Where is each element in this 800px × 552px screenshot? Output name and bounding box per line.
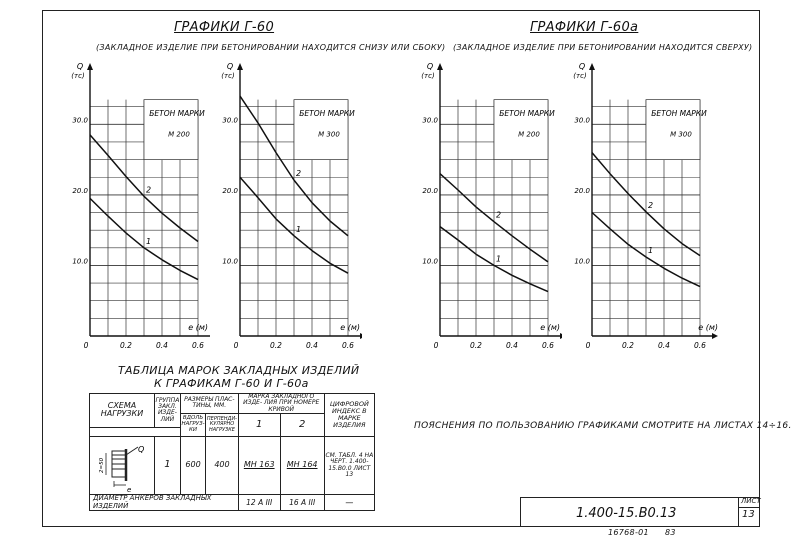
header-index: ЦИФРОВОЙ ИНДЕКС В МАРКЕ ИЗДЕЛИЯ	[324, 394, 374, 437]
row-perp: 400	[206, 436, 239, 494]
header-curve-2: 2	[280, 413, 324, 436]
chart-g60a-m200	[410, 60, 562, 350]
x-axis-label: e (м)	[540, 323, 560, 332]
y-tick-label: 20.0	[72, 186, 88, 195]
x-tick-label: 0.2	[120, 341, 132, 350]
concrete-grade-value: М 200	[168, 130, 190, 139]
y-axis-arrow	[87, 63, 93, 70]
curve-label-1: 1	[496, 254, 502, 264]
x-tick-label: 0.2	[270, 341, 282, 350]
usage-note: ПОЯСНЕНИЯ ПО ПОЛЬЗОВАНИЮ ГРАФИКАМИ СМОТРИТЕ НА ЛИСТАХ 14÷16.	[414, 421, 792, 431]
concrete-grade-value: М 200	[518, 130, 540, 139]
curve-label-2: 2	[648, 200, 654, 210]
y-tick-label: 20.0	[222, 186, 238, 195]
x-tick-label: 0.4	[658, 341, 670, 350]
x-axis-arrow	[360, 333, 362, 339]
y-axis-arrow	[437, 63, 443, 70]
y-tick-label: 30.0	[422, 116, 438, 125]
x-tick-label: 0	[433, 341, 439, 350]
x-tick-label: 0.6	[342, 341, 354, 350]
x-tick-label: 0.6	[694, 341, 706, 350]
anchor-marks-table	[89, 393, 375, 511]
curve-label-2: 2	[296, 169, 302, 179]
curve-label-2: 2	[146, 185, 152, 195]
concrete-grade-label: БЕТОН МАРКИ	[499, 108, 555, 118]
y-axis-label: Q	[426, 62, 434, 71]
document-code: 1.400-15.В0.13	[576, 506, 677, 521]
header-group: ГРУППА ЗАКЛ. ИЗДЕ- ЛИЙ	[154, 394, 180, 428]
sheet-number-box	[738, 498, 760, 526]
y-tick-label: 10.0	[574, 257, 590, 266]
y-axis-label: Q	[578, 62, 586, 71]
chart-g60-m300	[210, 60, 362, 350]
y-tick-label: 10.0	[72, 257, 88, 266]
header-mark: МАРКА ЗАКЛАДНОГО ИЗДЕ- ЛИЯ ПРИ НОМЕРЕ КРИВОЙ	[238, 394, 324, 414]
scheme-dim-label: 2=50	[98, 457, 105, 473]
row-index: СМ. ТАБЛ. 4 НА ЧЕРТ. 1.400-15.В0.0 ЛИСТ 13	[324, 436, 374, 494]
title-block	[520, 497, 760, 527]
x-axis-label: e (м)	[188, 323, 208, 332]
right-group-title: ГРАФИКИ Г-60а	[530, 20, 639, 35]
left-group-subtitle: (ЗАКЛАДНОЕ ИЗДЕЛИЕ ПРИ БЕТОНИРОВАНИИ НАХОДИТСЯ СНИЗУ ИЛИ СБОКУ)	[96, 43, 446, 52]
x-tick-label: 0.2	[622, 341, 634, 350]
concrete-grade-value: М 300	[318, 130, 340, 139]
chart-g60a-m300	[562, 60, 720, 350]
x-tick-label: 0	[233, 341, 239, 350]
y-axis-arrow	[237, 63, 243, 70]
row-along: 600	[180, 436, 205, 494]
x-axis-arrow	[712, 333, 718, 339]
anchor-row	[90, 495, 375, 511]
chart-g60-m200	[60, 60, 210, 350]
inventory-number: 16768-01	[608, 528, 649, 537]
load-scheme-cell	[90, 436, 155, 494]
scheme-e-label: e	[126, 485, 132, 492]
curve-label-1: 1	[146, 236, 152, 246]
concrete-grade-label: БЕТОН МАРКИ	[299, 108, 355, 118]
x-tick-label: 0.4	[156, 341, 168, 350]
row-mark-2: МН 164	[280, 436, 324, 494]
y-axis-unit: (тс)	[421, 72, 435, 80]
y-axis-unit: (тс)	[573, 72, 587, 80]
curve-label-1: 1	[648, 245, 654, 255]
x-axis-label: e (м)	[340, 323, 360, 332]
y-axis-unit: (тс)	[71, 72, 85, 80]
y-tick-label: 20.0	[422, 186, 438, 195]
y-tick-label: 20.0	[574, 186, 590, 195]
concrete-grade-label: БЕТОН МАРКИ	[149, 108, 205, 118]
anchor-1: 12 А III	[238, 495, 280, 511]
row-group: 1	[154, 436, 180, 494]
anchor-dash: —	[324, 495, 374, 511]
y-axis-label: Q	[226, 62, 234, 71]
y-axis-unit: (тс)	[221, 72, 235, 80]
x-tick-label: 0.6	[542, 341, 554, 350]
x-tick-label: 0.4	[506, 341, 518, 350]
scheme-q-label: Q	[137, 444, 145, 454]
x-tick-label: 0.2	[470, 341, 482, 350]
right-group-subtitle: (ЗАКЛАДНОЕ ИЗДЕЛИЕ ПРИ БЕТОНИРОВАНИИ НАХОДИТСЯ СВЕРХУ)	[453, 43, 753, 52]
x-tick-label: 0.4	[306, 341, 318, 350]
inventory-number-2: 83	[665, 528, 676, 537]
table-title-line2: К ГРАФИКАМ Г-60 И Г-60а	[154, 377, 309, 390]
table-header-row	[90, 394, 375, 414]
y-axis-label: Q	[76, 62, 84, 71]
x-tick-label: 0	[83, 341, 89, 350]
sheet-number: 13	[742, 509, 755, 520]
x-tick-label: 0	[585, 341, 591, 350]
left-group-title: ГРАФИКИ Г-60	[174, 20, 275, 35]
x-axis-label: e (м)	[698, 323, 718, 332]
table-title-line1: ТАБЛИЦА МАРОК ЗАКЛАДНЫХ ИЗДЕЛИЙ	[118, 364, 360, 377]
anchor-label: ДИАМЕТР АНКЕРОВ ЗАКЛАДНЫХ ИЗДЕЛИЙ	[90, 495, 239, 511]
table-row	[90, 436, 375, 494]
y-tick-label: 30.0	[574, 116, 590, 125]
y-axis-arrow	[589, 63, 595, 70]
row-mark-1: МН 163	[238, 436, 280, 494]
y-tick-label: 30.0	[222, 116, 238, 125]
y-tick-label: 10.0	[222, 257, 238, 266]
header-scheme: СХЕМА НАГРУЗКИ	[90, 394, 155, 428]
header-curve-1: 1	[238, 413, 280, 436]
sheet-label: ЛИСТ	[741, 497, 761, 505]
anchor-2: 16 А III	[280, 495, 324, 511]
header-along: ВДОЛЬ НАГРУЗ- КИ	[180, 413, 205, 436]
load-scheme-diagram	[92, 437, 152, 492]
header-perp: ПЕРПЕНДИ- КУЛЯРНО НАГРУЗКЕ	[206, 413, 239, 436]
concrete-grade-value: М 300	[670, 130, 692, 139]
y-tick-label: 30.0	[72, 116, 88, 125]
curve-label-1: 1	[296, 224, 302, 234]
curve-label-2: 2	[496, 210, 502, 220]
x-tick-label: 0.6	[192, 341, 204, 350]
concrete-grade-label: БЕТОН МАРКИ	[651, 108, 707, 118]
header-sizes: РАЗМЕРЫ ПЛАС- ТИНЫ, ММ.	[180, 394, 238, 414]
y-tick-label: 10.0	[422, 257, 438, 266]
